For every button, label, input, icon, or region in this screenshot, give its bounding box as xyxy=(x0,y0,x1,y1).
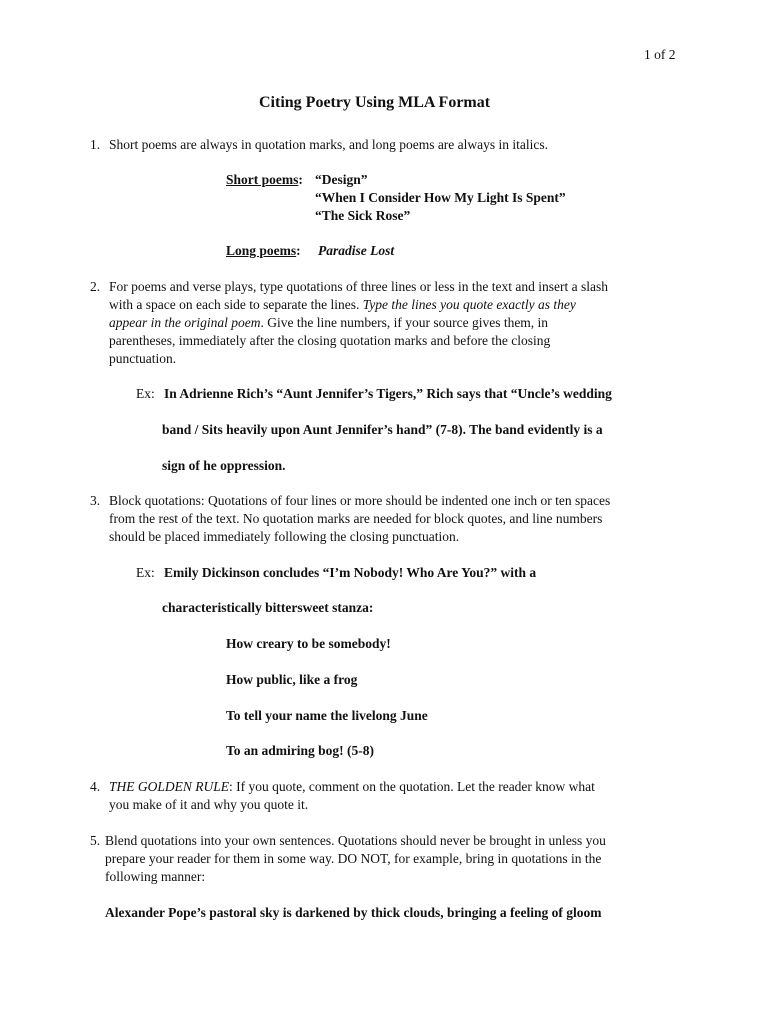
long-poems-label: Long poems xyxy=(226,243,297,258)
item-text-line: Block quotations: Quotations of four lines or more should be indented one inch or ten spaces xyxy=(109,493,611,508)
item-text-line xyxy=(109,296,576,314)
item-text-line: from the rest of the text. No quotation marks are needed for block quotes, and line numbers xyxy=(109,511,603,526)
short-poems-label: Short poems xyxy=(226,172,299,187)
example-label: Ex: xyxy=(136,386,155,401)
item-text: Short poems are always in quotation marks, and long poems are always in italics. xyxy=(109,137,549,152)
item-text-line xyxy=(109,314,548,332)
poem-line: How creary to be somebody! xyxy=(226,636,391,651)
long-poems-row xyxy=(226,242,301,260)
italic-run: appear in the original poem xyxy=(109,315,261,330)
item-text-line: punctuation. xyxy=(109,351,177,366)
short-poems-colon: : xyxy=(298,172,303,187)
item-text-line: For poems and verse plays, type quotations of three lines or less in the text and insert a slash xyxy=(109,279,609,294)
page-number: 1 of 2 xyxy=(644,47,676,62)
item-text-line: Blend quotations into your own sentences. Quotations should never be brought in unless you xyxy=(105,833,606,848)
text-run: with a space on each side to separate the lines. xyxy=(109,297,363,312)
short-poem-title: “When I Consider How My Light Is Spent” xyxy=(315,190,566,205)
poem-line: To an admiring bog! (5-8) xyxy=(226,743,375,758)
poem-line: To tell your name the livelong June xyxy=(226,708,428,723)
example-line: In Adrienne Rich’s “Aunt Jennifer’s Tigers,” Rich says that “Uncle’s wedding xyxy=(164,386,612,401)
short-poems-row xyxy=(226,171,303,189)
long-poems-colon: : xyxy=(296,243,301,258)
example-line: characteristically bittersweet stanza: xyxy=(162,600,374,615)
item-text-line: following manner: xyxy=(105,869,206,884)
short-poem-title: “Design” xyxy=(315,172,368,187)
item-text-line: parentheses, immediately after the closing quotation marks and before the closing xyxy=(109,333,551,348)
page-title: Citing Poetry Using MLA Format xyxy=(259,94,491,111)
item-number: 1. xyxy=(90,137,101,152)
item-number: 4. xyxy=(90,779,101,794)
example-line: band / Sits heavily upon Aunt Jennifer’s hand” (7-8). The band evidently is a xyxy=(162,422,603,437)
item-number: 2. xyxy=(90,279,101,294)
text-run: . Give the line numbers, if your source gives them, in xyxy=(260,315,549,330)
poem-line: How public, like a frog xyxy=(226,672,358,687)
example-label: Ex: xyxy=(136,565,155,580)
italic-run: Type the lines you quote exactly as they xyxy=(362,297,576,312)
short-poem-title: “The Sick Rose” xyxy=(315,208,411,223)
text-run: : If you quote, comment on the quotation. Let the reader know what xyxy=(229,779,595,794)
item-text-line: should be placed immediately following the closing punctuation. xyxy=(109,529,460,544)
item-text-line xyxy=(109,778,595,796)
golden-rule: THE GOLDEN RULE xyxy=(109,779,230,794)
example-line: Emily Dickinson concludes “I’m Nobody! Who Are You?” with a xyxy=(164,565,537,580)
long-poem-title: Paradise Lost xyxy=(318,243,395,258)
example-line: sign of he oppression. xyxy=(162,458,286,473)
item-text-line: you make of it and why you quote it. xyxy=(109,797,309,812)
item-text-line: prepare your reader for them in some way. DO NOT, for example, bring in quotations in the xyxy=(105,851,602,866)
item-number: 3. xyxy=(90,493,101,508)
example-sentence: Alexander Pope’s pastoral sky is darkened by thick clouds, bringing a feeling of gloom xyxy=(105,905,602,920)
item-number: 5. xyxy=(90,833,101,848)
